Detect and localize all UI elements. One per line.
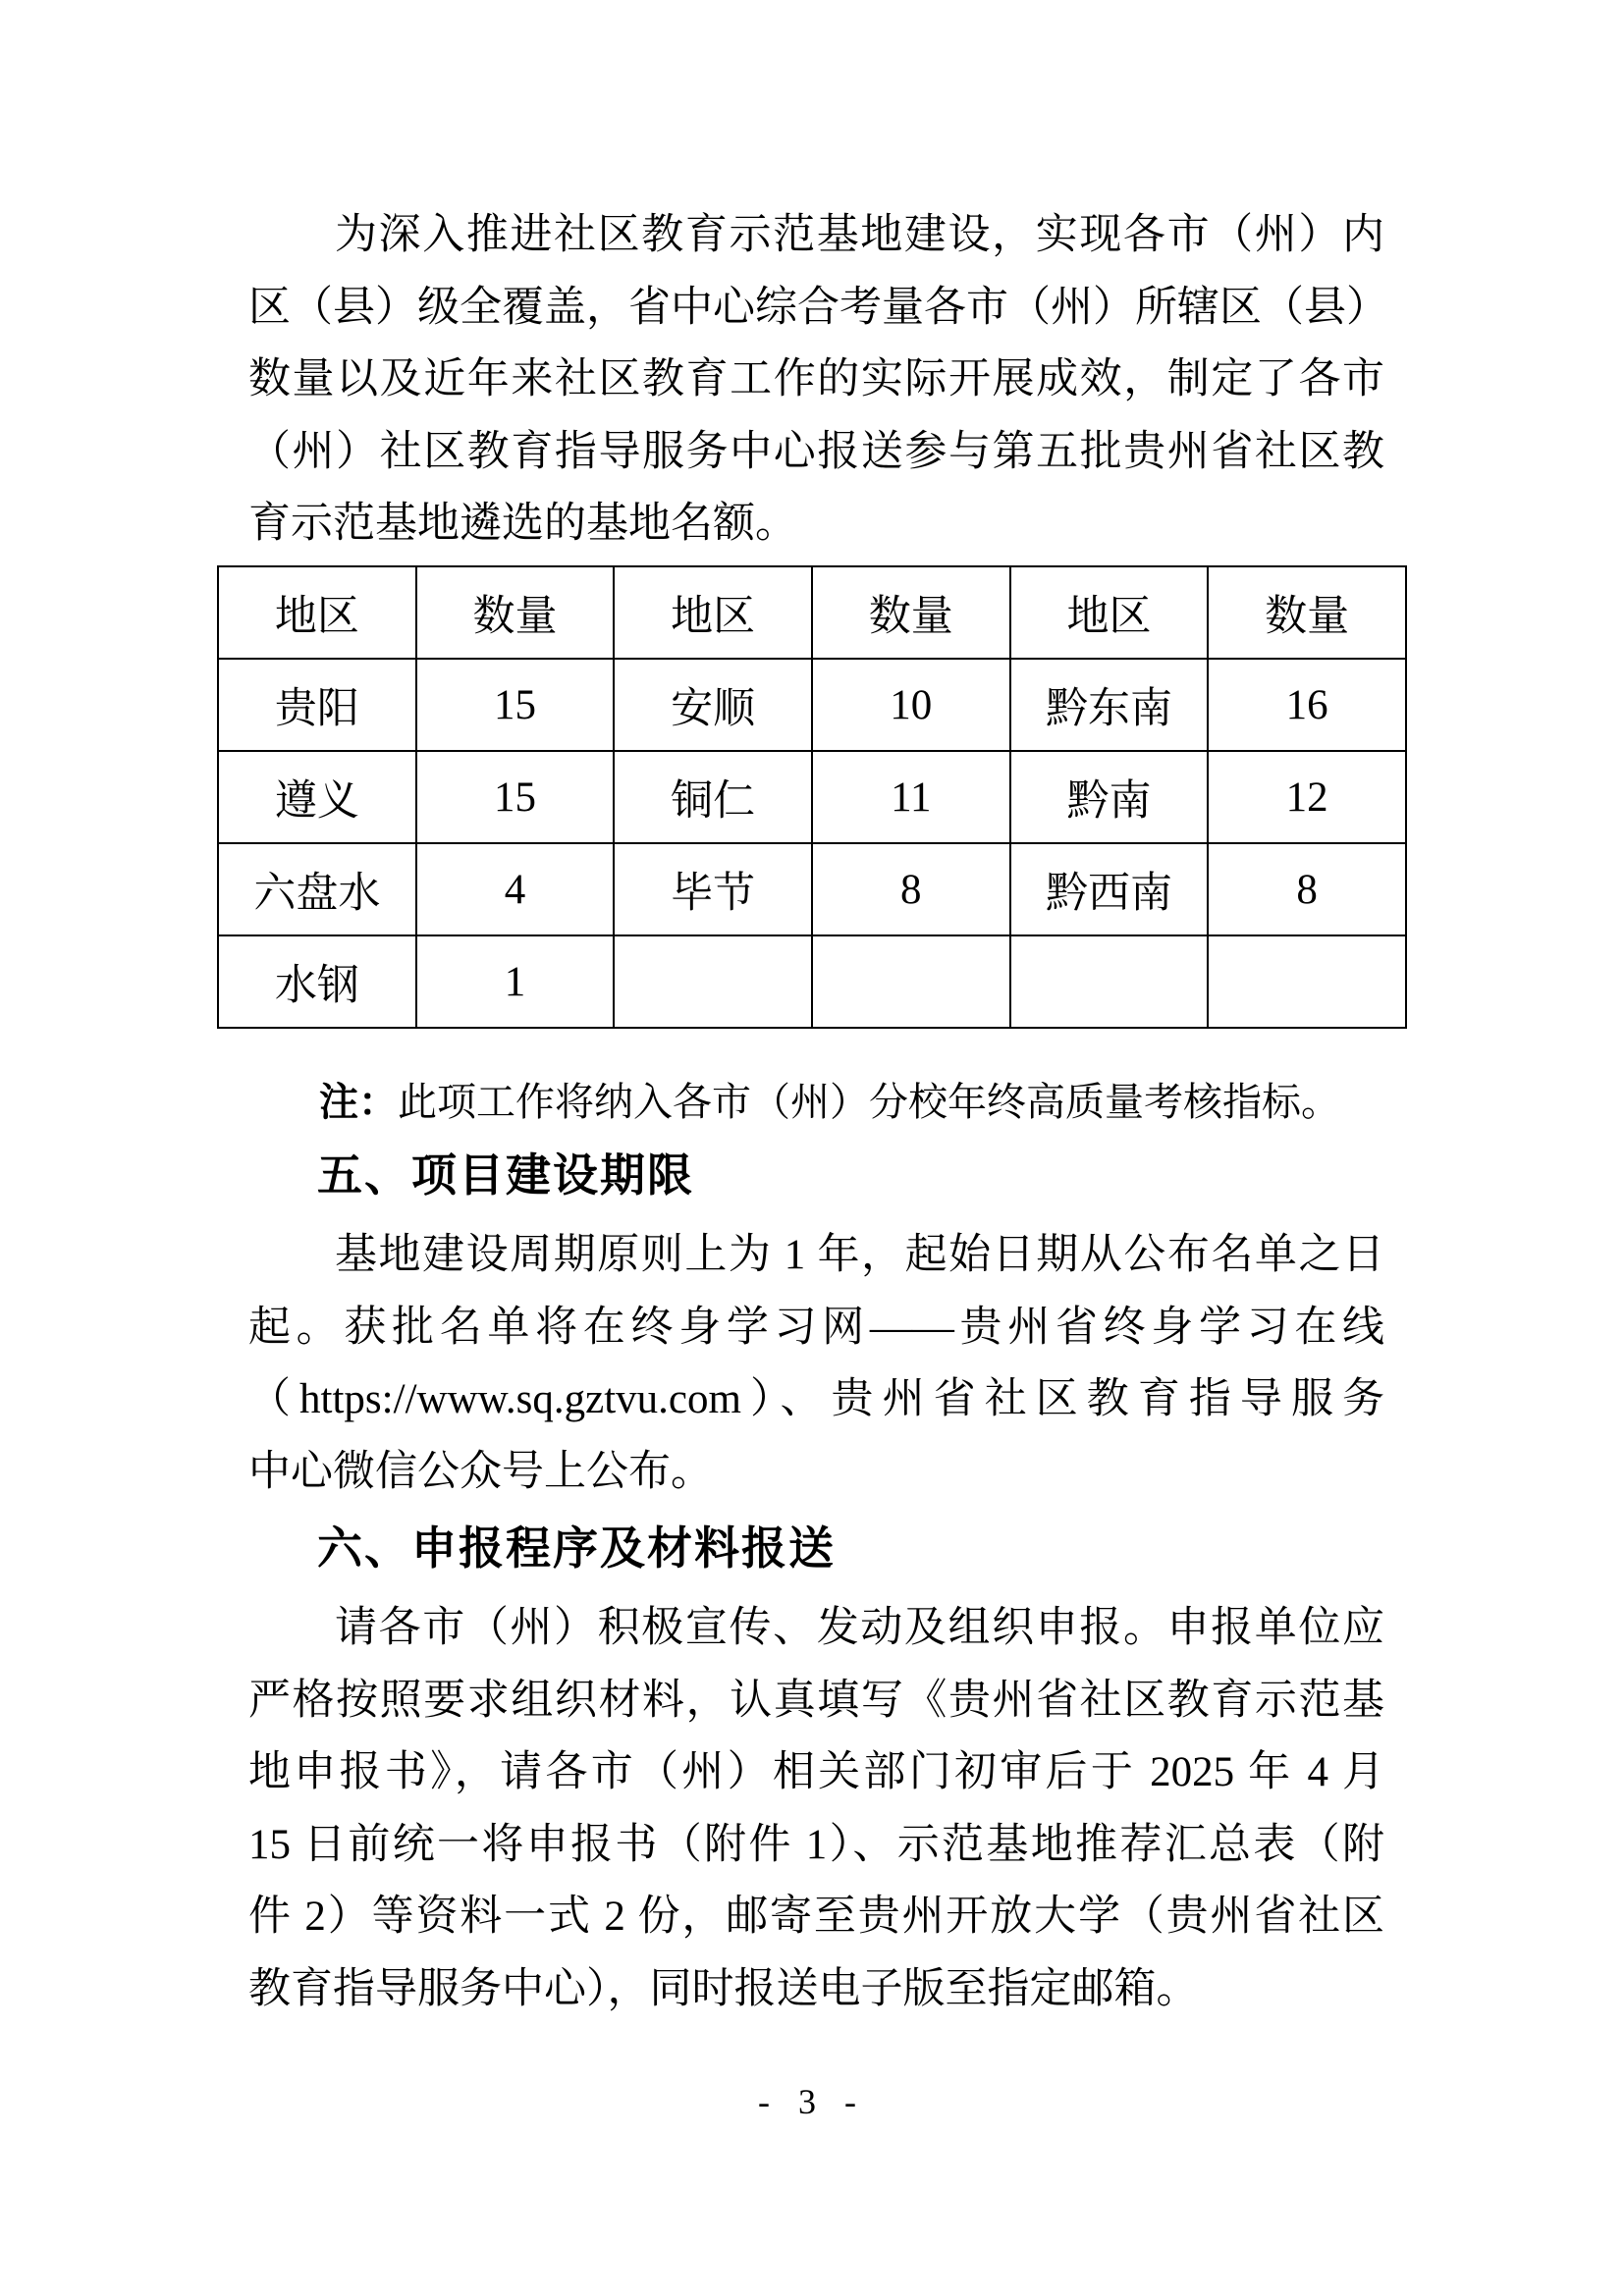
table-cell-quantity: 8 [1208, 843, 1406, 935]
paragraph-line: （https://www.sq.gztvu.com）、贵州省社区教育指导服务 [248, 1376, 1384, 1422]
paragraph-line: 教育指导服务中心），同时报送电子版至指定邮箱。 [248, 1965, 1199, 2012]
paragraph-line: 地申报书》，请各市（州）相关部门初审后于 2025 年 4 月 [248, 1749, 1384, 1795]
table-cell-quantity: 11 [812, 751, 1010, 843]
table-cell-region: 遵义 [218, 751, 416, 843]
table-cell-quantity: 4 [416, 843, 615, 935]
table-cell-quantity: 8 [812, 843, 1010, 935]
table-cell-quantity [1208, 935, 1406, 1028]
table-header-quantity: 数量 [416, 566, 615, 659]
table-row [218, 751, 1406, 843]
table-row [218, 843, 1406, 935]
note-label: 注： [319, 1080, 398, 1124]
table-cell-region: 铜仁 [614, 751, 812, 843]
table-cell-quantity: 15 [416, 751, 615, 843]
note-text: 此项工作将纳入各市（州）分校年终高质量考核指标。 [398, 1080, 1340, 1124]
page-number: - 3 - [758, 2082, 866, 2121]
section-6-heading: 六、申报程序及材料报送 [317, 1523, 836, 1574]
intro-paragraph [248, 199, 1388, 561]
table-cell-region: 毕节 [614, 843, 812, 935]
paragraph-line: 基地建设周期原则上为 1 年，起始日期从公布名单之日 [335, 1232, 1384, 1278]
table-cell-quantity: 16 [1208, 659, 1406, 751]
table-cell-region [614, 935, 812, 1028]
paragraph-line: （州）社区教育指导服务中心报送参与第五批贵州省社区教 [248, 428, 1384, 475]
table-cell-region [1010, 935, 1209, 1028]
table-note [248, 1066, 1384, 1139]
table-row [218, 935, 1406, 1028]
paragraph-line: 区（县）级全覆盖，省中心综合考量各市（州）所辖区（县） [248, 284, 1388, 331]
table-cell-quantity: 15 [416, 659, 615, 751]
table-cell-region: 黔南 [1010, 751, 1209, 843]
section-6-paragraph [248, 1592, 1384, 2025]
table-header-region: 地区 [614, 566, 812, 659]
paragraph-line: 为深入推进社区教育示范基地建设，实现各市（州）内 [335, 212, 1384, 258]
table-cell-quantity: 12 [1208, 751, 1406, 843]
section-5-heading: 五、项目建设期限 [317, 1150, 694, 1201]
table-cell-quantity: 1 [416, 935, 615, 1028]
paragraph-line: 数量以及近年来社区教育工作的实际开展成效，制定了各市 [248, 356, 1384, 402]
table-cell-region: 黔东南 [1010, 659, 1209, 751]
paragraph-line: 15 日前统一将申报书（附件 1）、示范基地推荐汇总表（附 [248, 1821, 1384, 1868]
paragraph-line: 育示范基地遴选的基地名额。 [248, 501, 797, 547]
table-cell-quantity [812, 935, 1010, 1028]
table-cell-quantity: 10 [812, 659, 1010, 751]
table-header-region: 地区 [218, 566, 416, 659]
paragraph-line: 中心微信公众号上公布。 [248, 1448, 713, 1495]
quota-table [217, 565, 1407, 1029]
table-header-region: 地区 [1010, 566, 1209, 659]
section-5-paragraph [248, 1219, 1384, 1508]
paragraph-line: 件 2）等资料一式 2 份，邮寄至贵州开放大学（贵州省社区 [248, 1894, 1384, 1940]
table-cell-region: 黔西南 [1010, 843, 1209, 935]
table-row [218, 659, 1406, 751]
paragraph-line: 严格按照要求组织材料，认真填写《贵州省社区教育示范基 [248, 1677, 1384, 1724]
paragraph-line: 起。获批名单将在终身学习网——贵州省终身学习在线 [248, 1304, 1384, 1351]
table-cell-region: 水钢 [218, 935, 416, 1028]
table-header-quantity: 数量 [1208, 566, 1406, 659]
table-cell-region: 贵阳 [218, 659, 416, 751]
table-cell-region: 六盘水 [218, 843, 416, 935]
quota-table-header-row [218, 566, 1406, 659]
table-cell-region: 安顺 [614, 659, 812, 751]
table-header-quantity: 数量 [812, 566, 1010, 659]
paragraph-line: 请各市（州）积极宣传、发动及组织申报。申报单位应 [335, 1605, 1384, 1651]
